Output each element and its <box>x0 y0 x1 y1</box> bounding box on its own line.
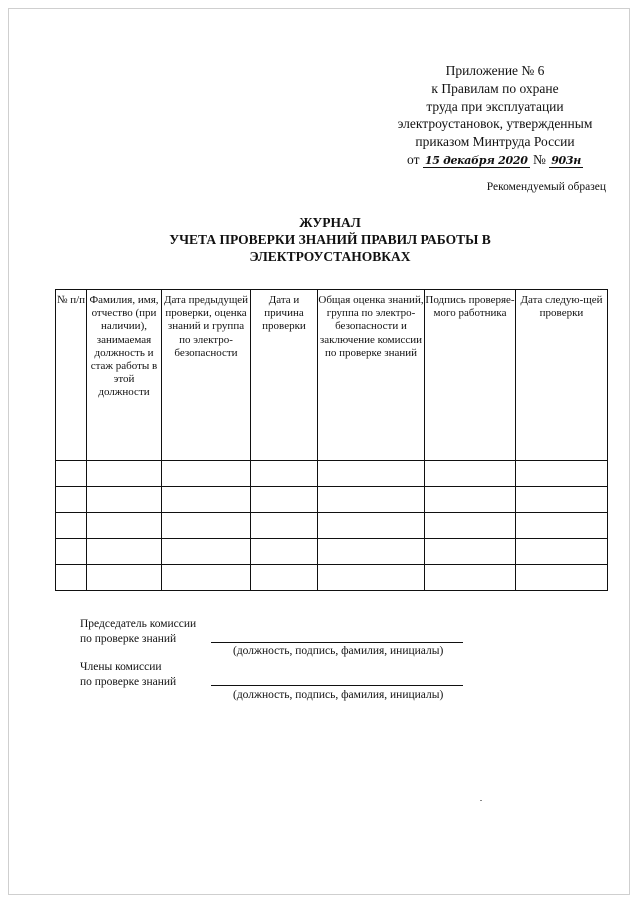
header-row <box>56 290 608 461</box>
appendix-line-3: труда при эксплуатации <box>426 98 564 114</box>
table-cell[interactable] <box>162 539 251 565</box>
table-row <box>56 539 608 565</box>
table-row <box>56 565 608 591</box>
table-cell[interactable] <box>56 513 87 539</box>
table-cell[interactable] <box>516 565 608 591</box>
table-cell[interactable] <box>318 461 425 487</box>
table-cell[interactable] <box>318 565 425 591</box>
table-cell[interactable] <box>318 487 425 513</box>
appendix-line-4: электроустановок, утвержденным <box>397 116 593 132</box>
members-label <box>80 660 176 689</box>
title-line-2: УЧЕТА ПРОВЕРКИ ЗНАНИЙ ПРАВИЛ РАБОТЫ В <box>169 232 491 247</box>
table-row <box>56 513 608 539</box>
header-cell-overall-assessment: Общая оценка знаний, группа по электро-безопасности и заключение комиссии по проверке знаний <box>318 290 425 461</box>
order-prefix: от <box>407 151 420 167</box>
title-line-1: ЖУРНАЛ <box>299 215 361 230</box>
members-signature-caption: (должность, подпись, фамилия, инициалы) <box>233 689 444 701</box>
table-cell[interactable] <box>516 539 608 565</box>
table-cell[interactable] <box>162 487 251 513</box>
table-row <box>56 487 608 513</box>
table-cell[interactable] <box>516 513 608 539</box>
table-cell[interactable] <box>56 565 87 591</box>
members-signature-line[interactable] <box>211 685 463 686</box>
recommended-sample-label: Рекомендуемый образец <box>486 181 606 193</box>
table-cell[interactable] <box>425 565 516 591</box>
table-cell[interactable] <box>251 513 318 539</box>
journal-table <box>55 289 608 591</box>
members-label-line-2: по проверке знаний <box>80 675 177 688</box>
members-label-line-1: Члены комиссии <box>80 661 162 673</box>
table-cell[interactable] <box>87 565 162 591</box>
table-cell[interactable] <box>318 513 425 539</box>
handwritten-date: 15 декабря 2020 <box>424 153 528 167</box>
table-cell[interactable] <box>162 513 251 539</box>
table-cell[interactable] <box>516 487 608 513</box>
chair-label <box>80 617 196 646</box>
table-cell[interactable] <box>87 513 162 539</box>
table-cell[interactable] <box>251 461 318 487</box>
table-cell[interactable] <box>251 487 318 513</box>
table-cell[interactable] <box>425 539 516 565</box>
chair-signature-caption: (должность, подпись, фамилия, инициалы) <box>233 645 444 657</box>
appendix-line-5: приказом Минтруда России <box>415 134 575 150</box>
title-line-3: ЭЛЕКТРОУСТАНОВКАХ <box>249 249 411 264</box>
header-cell-previous-check: Дата предыдущей проверки, оценка знаний и группа по электро-безопасности <box>162 290 251 461</box>
chair-signature-line[interactable] <box>211 642 463 643</box>
appendix-line-2: к Правилам по охране <box>431 80 559 96</box>
table-cell[interactable] <box>87 487 162 513</box>
table-cell[interactable] <box>56 539 87 565</box>
header-cell-number: № п/п <box>56 290 87 461</box>
table-row <box>56 461 608 487</box>
table-cell[interactable] <box>87 461 162 487</box>
number-sign: № <box>532 151 546 167</box>
chair-label-line-2: по проверке знаний <box>80 632 177 645</box>
table-cell[interactable] <box>162 461 251 487</box>
table-body <box>56 461 608 591</box>
header-cell-name: Фамилия, имя, отчество (при наличии), занимаемая должность и стаж работы в этой должности <box>87 290 162 461</box>
chair-label-line-1: Председатель комиссии <box>80 618 197 630</box>
header-cell-next-check: Дата следую-щей проверки <box>516 290 608 461</box>
header-cell-date-reason: Дата и причина проверки <box>251 290 318 461</box>
scan-speck <box>480 800 482 801</box>
table-cell[interactable] <box>162 565 251 591</box>
table-cell[interactable] <box>425 487 516 513</box>
table-cell[interactable] <box>318 539 425 565</box>
table-cell[interactable] <box>425 513 516 539</box>
appendix-line-1: Приложение № 6 <box>445 63 545 78</box>
appendix-block <box>360 62 630 170</box>
table-cell[interactable] <box>87 539 162 565</box>
table-cell[interactable] <box>251 565 318 591</box>
table-cell[interactable] <box>425 461 516 487</box>
table-cell[interactable] <box>251 539 318 565</box>
table-cell[interactable] <box>516 461 608 487</box>
document-title <box>100 214 560 265</box>
table-cell[interactable] <box>56 461 87 487</box>
header-cell-signature: Подпись проверяе-мого работника <box>425 290 516 461</box>
handwritten-number: 903н <box>551 153 581 167</box>
order-date-number <box>360 151 630 170</box>
table-cell[interactable] <box>56 487 87 513</box>
